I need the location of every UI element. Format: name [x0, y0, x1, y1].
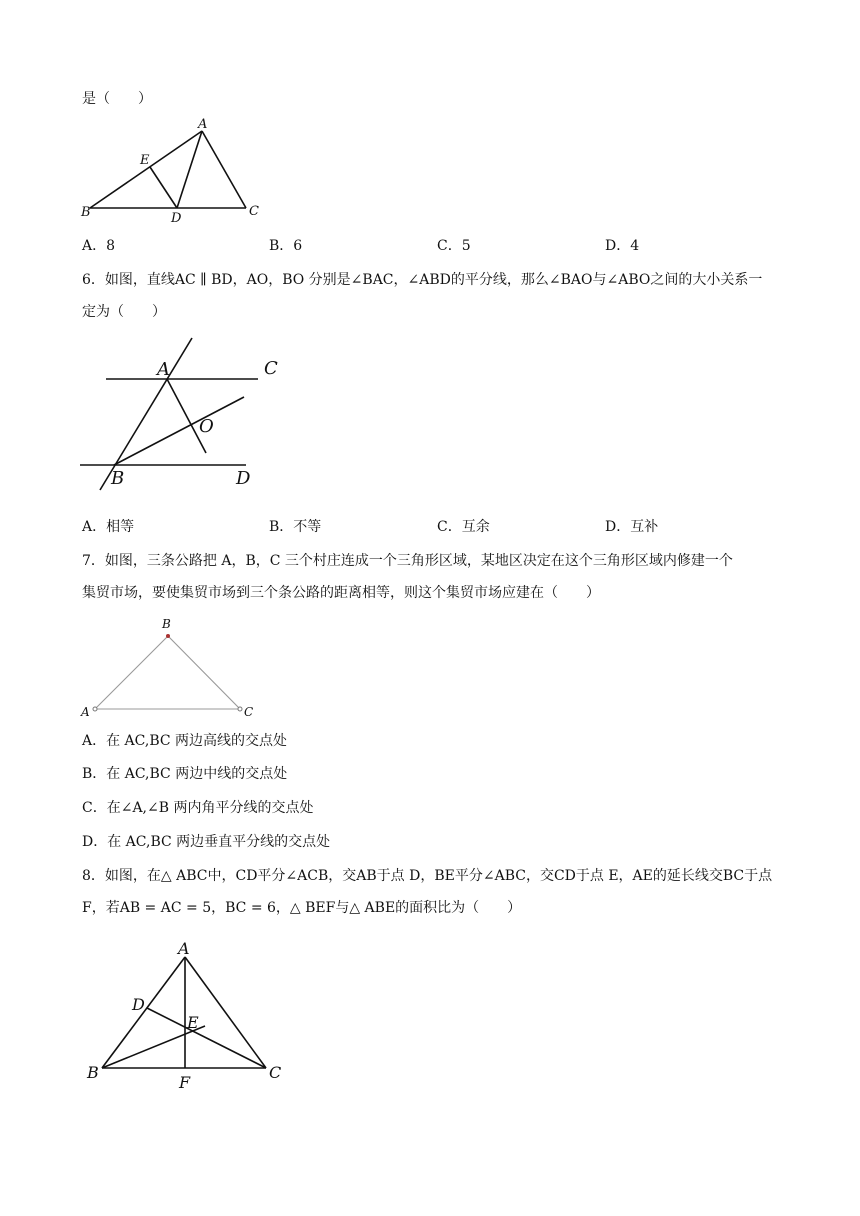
q6-option-b[interactable]: B．不等 — [269, 519, 322, 535]
q8-label-F: F — [179, 1073, 191, 1092]
q6-figure — [78, 336, 298, 496]
q5-stem-tail: 是（ ） — [82, 91, 152, 107]
q6-option-a[interactable]: A．相等 — [82, 519, 135, 535]
q8-label-A: A — [178, 939, 190, 958]
q5-label-C: C — [249, 204, 259, 219]
q5-label-B: B — [81, 205, 91, 220]
q6-option-d[interactable]: D．互补 — [605, 519, 659, 535]
q7-option-b[interactable]: B．在 AC,BC 两边中线的交点处 — [82, 766, 288, 782]
q5-option-d[interactable]: D．4 — [605, 238, 640, 254]
q8-label-E: E — [187, 1013, 199, 1032]
q5-option-b[interactable]: B．6 — [269, 238, 303, 254]
q5-label-D: D — [171, 211, 182, 226]
q7-label-C: C — [244, 705, 254, 719]
q5-option-a[interactable]: A．8 — [82, 238, 116, 254]
q7-label-B: B — [162, 617, 171, 631]
q6-label-D: D — [236, 468, 251, 489]
q7-option-d[interactable]: D．在 AC,BC 两边垂直平分线的交点处 — [82, 834, 331, 850]
q7-figure — [78, 614, 278, 724]
q8-label-D: D — [132, 995, 145, 1014]
q5-figure — [80, 114, 270, 226]
q6-options — [82, 517, 782, 537]
q5-label-E: E — [140, 153, 150, 168]
q6-option-c[interactable]: C．互余 — [437, 519, 490, 535]
q8-figure — [84, 940, 294, 1090]
q7-option-a[interactable]: A．在 AC,BC 两边高线的交点处 — [82, 733, 288, 749]
q8-stem-line1: 8．如图，在△ ABC中，CD平分∠ACB，交AB于点 D，BE平分∠ABC，交CD于点 E，AE的延长线交BC于点 — [82, 868, 773, 884]
q7-label-A: A — [81, 705, 90, 719]
q5-options — [82, 236, 782, 256]
q6-label-A: A — [157, 359, 170, 380]
q7-stem-line2: 集贸市场，要使集贸市场到三个条公路的距离相等，则这个集贸市场应建在（ ） — [82, 585, 600, 601]
q6-stem-line2: 定为（ ） — [82, 304, 166, 320]
q8-stem-line2: F，若AB = AC = 5，BC = 6，△ BEF与△ ABE的面积比为（ ） — [82, 900, 522, 916]
q6-label-B: B — [111, 468, 125, 489]
q8-label-B: B — [87, 1063, 99, 1082]
q7-option-c[interactable]: C．在∠A,∠B 两内角平分线的交点处 — [82, 800, 314, 816]
q6-label-O: O — [199, 416, 214, 437]
q6-label-C: C — [264, 358, 278, 379]
q5-option-c[interactable]: C．5 — [437, 238, 471, 254]
q7-stem-line1: 7．如图，三条公路把 A，B，C 三个村庄连成一个三角形区域，某地区决定在这个三角形区域内修建一个 — [82, 553, 733, 569]
q5-label-A: A — [198, 117, 208, 132]
q6-stem-line1: 6．如图，直线AC ∥ BD，AO，BO 分别是∠BAC，∠ABD的平分线，那么∠BAO与∠ABO之间的大小关系一 — [82, 272, 763, 288]
q8-label-C: C — [269, 1063, 282, 1082]
